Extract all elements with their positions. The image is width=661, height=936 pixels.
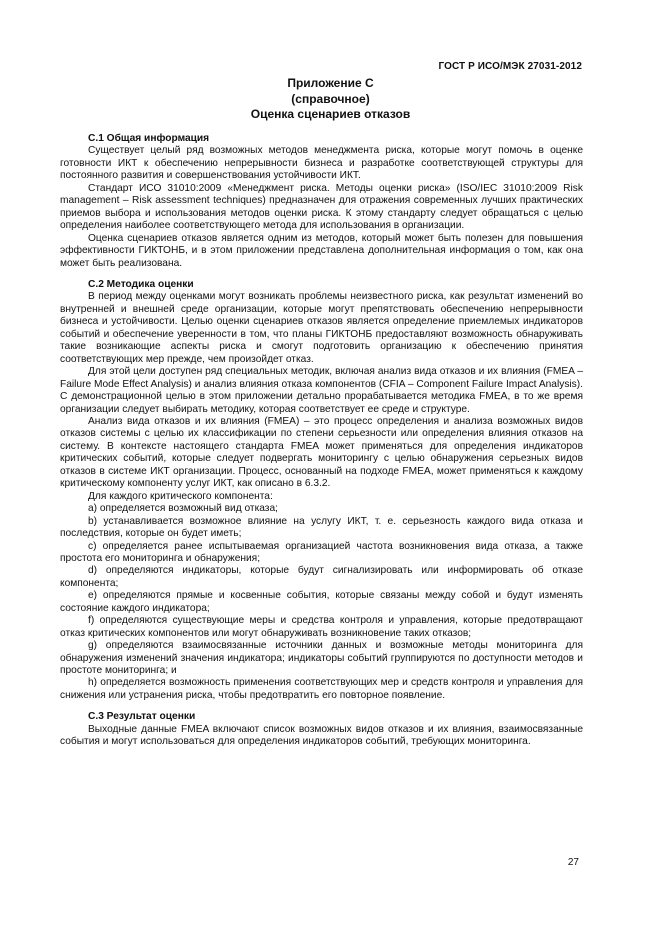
list-item: а) определяется возможный вид отказа; (88, 503, 278, 515)
section-heading-c3: С.3 Результат оценки (88, 711, 196, 723)
list-item: h) определяется возможность применения соответствующих мер и средств контроля и управления для снижения или устранения риска, чтобы предотвратить его повторное появление. (60, 677, 583, 701)
paragraph: Стандарт ИСО 31010:2009 «Менеджмент риска. Методы оценки риска» (ISO/IEC 31010:2009 Risk management – Risk assessment techniques) предназначен для отражения современных лучших практических приемов выбора и использования методов оценки риска. К этому стандарту следует обращаться с целью определения наиболее соответствующего метода для использования в организации. (60, 182, 583, 232)
section-heading-c1: С.1 Общая информация (88, 133, 210, 144)
appendix-heading: Оценка сценариев отказов (250, 107, 411, 121)
paragraph: Оценка сценариев отказов является одним из методов, который может быть полезен для повышения эффективности ГИКТОНБ, и в этом приложении представлена дополнительная информация о том, как она может быть реализована. (60, 232, 583, 269)
page-number: 27 (567, 857, 579, 868)
appendix-title (0, 76, 661, 123)
section-heading-c2: С.2 Методика оценки (88, 278, 194, 290)
appendix-type: (справочное) (291, 91, 370, 106)
list-item: g) определяются взаимосвязанные источники данных и возможные методы мониторинга для обнаружения изменений значения индикатора; индикаторы событий группируются по доступности методов и простоте мониторинга; и (60, 640, 583, 677)
paragraph: Для каждого критического компонента: (88, 490, 273, 502)
paragraph: Для этой цели доступен ряд специальных методик, включая анализ вида отказов и их влияния (FMEA – Failure Mode Effect Analysis) и анализ влияния отказа компонентов (CFIA – Component Failure Impact Analysis). С демонстрационной целью в этом приложении детально прорабатывается методика FMEA, в то же время организации следует выбирать методику, которая соответствует ее среде и структуре. (60, 366, 583, 415)
paragraph: Существует целый ряд возможных методов менеджмента риска, которые могут помочь в оценке готовности ИКТ к обеспечению непрерывности бизнеса и разработке соответствующей структуры для постоянного развития и совершенствования устойчивости ИКТ. (60, 145, 583, 182)
list-item: e) определяются прямые и косвенные события, которые связаны между собой и будут изменять состояние каждого индикатора; (60, 590, 583, 614)
list-item: f) определяются существующие меры и средства контроля и управления, которые предотвращают отказ критических компонентов или могут обнаруживать возникновение таких отказов; (60, 615, 583, 639)
paragraph: Выходные данные FMEA включают список возможных видов отказов и их влияния, взаимосвязанные события и могут использоваться для определения индикаторов событий, требующих мониторинга. (60, 723, 583, 748)
appendix-label: Приложение С (287, 76, 374, 90)
list-item: c) определяется ранее испытываемая организацией частота возникновения вида отказа, а также простота его мониторинга и обнаружения; (60, 540, 583, 564)
paragraph: В период между оценками могут возникать проблемы неизвестного риска, как результат изменений во внутренней и внешней среде организации, которые могут препятствовать обеспечению непрерывности бизнеса и устойчивости. Целью оценки сценариев отказов является определение приемлемых индикаторов событий и обеспечение уверенности в том, что планы ГИКТОНБ предоставляют возможность обнаруживать такие возникающие аспекты риска и смогут подготовить организацию к обеспечению принятия соответствующих мер прежде, чем произойдет отказ. (60, 291, 583, 365)
document-body (60, 133, 583, 749)
paragraph: Анализ вида отказов и их влияния (FMEA) – это процесс определения и анализа возможных видов отказов системы с целью их классификации по степени серьезности или определения влияния отказов на систему. В контексте настоящего стандарта FMEA может применяться для определения индикаторов критических событий, которые следует подвергать мониторингу с целью обнаружения серьезных видов отказов в системе ИКТ организации. Процесс, основанный на подходе FMEA, может применяться к каждому критическому компоненту услуг ИКТ, как описано в 6.3.2. (60, 415, 583, 490)
list-item: b) устанавливается возможное влияние на услугу ИКТ, т. е. серьезность каждого вида отказа и последствия, которые он будет иметь; (60, 515, 583, 540)
document-identifier: ГОСТ Р ИСО/МЭК 27031-2012 (438, 61, 582, 72)
list-item: d) определяются индикаторы, которые будут сигнализировать или информировать об отказе компонента; (60, 565, 583, 589)
